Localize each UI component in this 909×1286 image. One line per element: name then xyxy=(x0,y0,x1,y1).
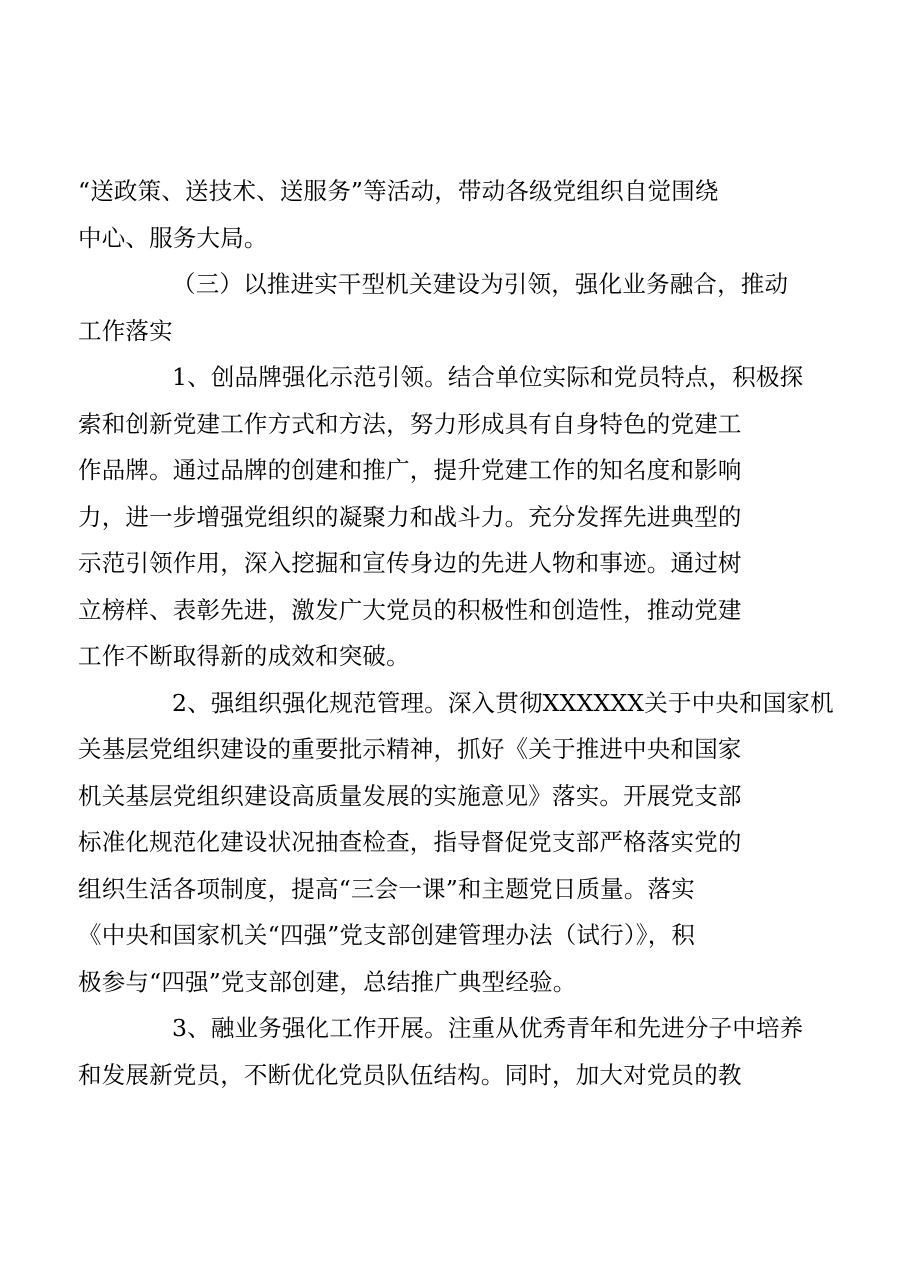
paragraph-line: 1、创品牌强化示范引领。结合单位实际和党员特点，积极探 xyxy=(172,363,804,391)
paragraph-line: 组织生活各项制度，提高“三会一课”和主题党日质量。落实 xyxy=(78,874,695,903)
section-heading-line: （三）以推进实干型机关建设为引领，强化业务融合，推动 xyxy=(172,270,789,298)
section-heading-line: 工作落实 xyxy=(78,316,173,345)
paragraph-line: 和发展新党员，不断优化党员队伍结构。同时，加大对党员的教 xyxy=(78,1060,742,1089)
paragraph-line: 关基层党组织建设的重要批示精神，抓好《关于推进中央和国家 xyxy=(78,735,742,763)
paragraph-line: “送政策、送技术、送服务”等活动，带动各级党组织自觉围绕 xyxy=(78,177,719,205)
paragraph-line: 标准化规范化建设状况抽查检查，指导督促党支部严格落实党的 xyxy=(78,828,742,856)
paragraph-line: 3、融业务强化工作开展。注重从优秀青年和先进分子中培养 xyxy=(172,1014,804,1042)
paragraph-line: 立榜样、表彰先进，激发广大党员的积极性和创造性，推动党建 xyxy=(78,595,742,624)
paragraph-line: 《中央和国家机关“四强”党支部创建管理办法（试行）》，积 xyxy=(78,921,696,949)
paragraph-line: 索和创新党建工作方式和方法，努力形成具有自身特色的党建工 xyxy=(78,409,742,438)
paragraph-line: 作品牌。通过品牌的创建和推广，提升党建工作的知名度和影响 xyxy=(78,456,742,484)
paragraph-line: 极参与“四强”党支部创建，总结推广典型经验。 xyxy=(78,967,577,996)
paragraph-line: 工作不断取得新的成效和突破。 xyxy=(78,642,410,670)
paragraph-line: 机关基层党组织建设高质量发展的实施意见》落实。开展党支部 xyxy=(78,781,742,810)
paragraph-line: 示范引领作用，深入挖掘和宣传身边的先进人物和事迹。通过树 xyxy=(78,549,742,577)
paragraph-line: 2、强组织强化规范管理。深入贯彻XXXXXX关于中央和国家机 xyxy=(172,688,834,717)
paragraph-line: 中心、服务大局。 xyxy=(78,223,268,252)
paragraph-line: 力，进一步增强党组织的凝聚力和战斗力。充分发挥先进典型的 xyxy=(78,502,742,531)
document-body xyxy=(78,168,838,1098)
